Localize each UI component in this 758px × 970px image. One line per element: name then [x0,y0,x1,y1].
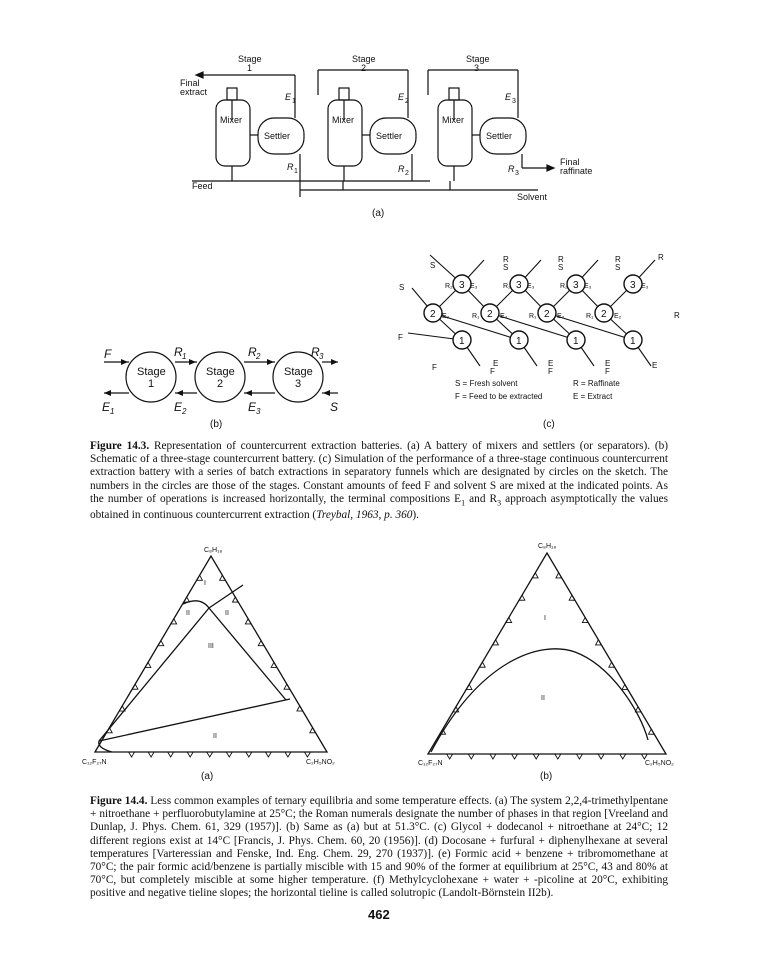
extract-e3: E [248,400,257,414]
panel-label-c: (c) [543,419,555,430]
solvent-label: Solvent [517,192,548,202]
legend-fresh-solvent: S = Fresh solvent [455,379,518,388]
panel-label-b: (b) [210,419,223,430]
extract-e2: E [174,400,183,414]
r-label-2: R [398,164,405,174]
edge-tick-mark [447,754,453,759]
mixer-label-2: Mixer [332,115,354,125]
edge-tick-mark [187,752,193,757]
edge-tick-mark [148,752,154,757]
legend-feed: F = Feed to be extracted [455,392,543,401]
feed-symbol: F [104,347,112,361]
solvent-symbol: S [330,400,339,414]
raffinate-r3-sub: 3 [319,352,324,361]
page-number: 462 [368,907,390,922]
funnel-node [624,331,642,349]
e-label-3: E [505,92,512,102]
svg-text:3: 3 [573,280,579,291]
funnel-node [424,304,442,322]
stage-circle-2-num: 2 [217,378,224,390]
stream-label: R₂ [503,283,511,290]
region-I: I [204,580,206,587]
raffinate-r1: R [174,345,183,359]
fig14-4a-ternary-diagram [80,535,350,785]
stream-label: F [398,333,403,342]
extract-e3-sub: 3 [256,407,261,416]
raffinate-r1-sub: 1 [182,352,187,361]
funnel-node [453,331,471,349]
stream-label: F [432,363,437,372]
extract-e1: E [102,400,111,414]
edge-tick-mark [207,752,213,757]
stream-label: S [558,263,564,272]
settler-label-1: Settler [264,131,291,141]
stream-label: S [399,283,405,292]
caption-label-14-3: Figure 14.3. [90,440,150,452]
svg-text:1: 1 [516,336,522,347]
funnel-node [567,275,585,293]
stream-label: R [503,255,509,264]
stream-label: R₁ [586,313,594,320]
raffinate-r3: R [311,345,320,359]
stage-circle-1-num: 1 [148,378,155,390]
figure-14-4-caption [90,795,668,901]
caption-text-14-3: Representation of countercurrent extraction batteries. (a) A battery of mixers and settlers (or separators). (b) Schematic of a three-stage countercurrent battery. (c) Simulation of the performance of a three-stage continuous countercurrent extraction battery with a series of batch extractions in separatory funnels which are designated by circles on the sketch. The numbers in the circles are those of the stages. Constant amounts of feed F and solvent S are mixed at the indicated points. As the number of operations is increased horizontally, the terminal compositions E [90,440,669,505]
stream-label: E₃ [641,283,649,290]
mixer-label-1: Mixer [220,115,242,125]
final-extract-label: Final [180,78,200,88]
stream-label: E₂ [442,313,450,320]
caption-label-14-4: Figure 14.4. [90,795,148,807]
e-sub-1: 1 [292,98,296,105]
r-sub-3: 3 [515,170,519,177]
stream-label: E [652,361,658,370]
stream-label: R₂ [560,283,568,290]
caption-text-14-3b: and R [465,492,498,505]
stream-label: R [674,311,680,320]
figure-14-3-caption [90,440,668,522]
e-label-2: E [398,92,405,102]
funnel-node [538,304,556,322]
caption-sub-r3: 3 [497,498,502,508]
fig14-3c-funnel-simulation [390,240,690,435]
stream-label: R [558,255,564,264]
edge-tick-mark [246,752,252,757]
panel-label-4b: (b) [540,771,553,782]
edge-tick-mark [304,752,310,757]
edge-tick-mark [129,752,135,757]
vertex-left-label: C₁₂F₂₇N [418,760,443,767]
legend-extract: E = Extract [573,392,613,401]
funnel-node [567,331,585,349]
e-sub-2: 2 [405,98,409,105]
stage-label-3: Stage [466,54,490,64]
r-sub-1: 1 [294,168,298,175]
caption-text-14-3c: approach asymptotically the values obtained in continuous countercurrent extraction ( [90,492,668,522]
stream-label: E [493,359,499,368]
caption-text-14-4: Less common examples of ternary equilibria and some temperature effects. (a) The system 2,2,4-trimethylpentane + nitroethane + perfluorobutylamine at 25°C; the Roman numerals designate the number of phases in that region [Vreeland and Dunlap, J. Phys. Chem. 61, 329 (1957)]. (b) Same as (a) but at 51.3°C. (c) Glycol + dodecanol + nitroethane at 24°C; 12 different regions exist at 14°C [Francis, J. Phys. Chem. 60, 20 (1956)]. (d) Docosane + furfural + diphenylhexane at several temperatures [Varteressian and Fenske, Ind. Eng. Chem. 29, 270 (1937)]. (e) Formic acid + benzene + tribromomethane at 70°C; the pair formic acid/benzene is partially miscible with 15 and 90% of the former at equilibrium at 25°C, 43 and 80% at 70°C, but completely miscible at some higher temperature. (f) Methylcyclohexane + water + -picoline at 20°C, exhibiting positive and negative tieline slopes; the horizontal tieline is called solutropic (Landolt-Börnstein II2b). [90,795,668,900]
edge-tick-mark [226,752,232,757]
edge-tick-mark [265,752,271,757]
raffinate-r2: R [248,345,257,359]
caption-cite-14-3: Treybal, 1963, p. 360 [316,509,413,522]
edge-tick-mark [285,752,291,757]
vertex-right-label: C₂H₅NO₂ [645,760,674,767]
region-II: II [541,695,545,702]
panel-label-a: (a) [372,208,385,219]
edge-tick-mark [468,754,474,759]
stage-num-3: 3 [474,63,480,73]
stream-label: R₂ [445,283,453,290]
final-extract-label-2: extract [180,87,208,97]
stream-label: R₁ [472,313,480,320]
funnel-node [595,304,613,322]
stage-circle-3-num: 3 [295,378,302,390]
edge-tick-mark [490,754,496,759]
stream-label: R [658,253,664,262]
fig14-3b-stage-schematic [0,330,360,440]
caption-sub-e1: 1 [461,498,466,508]
stage-circle-1: Stage [137,366,166,378]
stream-label: E₂ [557,313,565,320]
e-sub-3: 3 [512,98,516,105]
raffinate-r2-sub: 2 [256,352,261,361]
stream-label: E₃ [470,283,478,290]
vertex-top-label: C₈H₁₈ [204,547,223,554]
extract-e2-sub: 2 [182,407,187,416]
svg-text:1: 1 [459,336,465,347]
region-III: III [208,643,214,650]
stage-label-2: Stage [352,54,376,64]
stage-label-1: Stage [238,54,262,64]
panel-label-4a: (a) [201,771,214,782]
stream-label: E₂ [614,313,622,320]
stream-label: S [430,261,436,270]
region-II-right: II [225,610,229,617]
feed-label: Feed [192,181,213,191]
svg-text:2: 2 [601,309,607,320]
mixer-label-3: Mixer [442,115,464,125]
stream-label: E₃ [527,283,535,290]
e-label-1: E [285,92,292,102]
funnel-node [624,275,642,293]
stage-circle-3: Stage [284,366,313,378]
svg-text:2: 2 [544,309,550,320]
stream-label: F [605,367,610,376]
stream-label: E [548,359,554,368]
stream-label: E₂ [500,313,508,320]
stream-label: E [605,359,611,368]
funnel-node [481,304,499,322]
settler-label-2: Settler [376,131,403,141]
r-sub-2: 2 [405,170,409,177]
vertex-left-label: C₁₂F₂₇N [82,759,107,766]
edge-tick-mark [533,754,539,759]
r-label-1: R [287,162,294,172]
region-II-bottom: II [213,733,217,740]
caption-end-14-3: ). [412,509,420,522]
svg-text:3: 3 [459,280,465,291]
svg-text:3: 3 [516,280,522,291]
edge-tick-mark [576,754,582,759]
stream-label: S [615,263,621,272]
svg-text:1: 1 [573,336,579,347]
funnel-node [510,331,528,349]
stage-num-2: 2 [361,63,367,73]
stream-label: F [548,367,553,376]
settler-label-3: Settler [486,131,513,141]
edge-tick-mark [620,754,626,759]
stream-label: E₃ [584,283,592,290]
region-I: I [544,615,546,622]
stage-circle-2: Stage [206,366,235,378]
final-raffinate-label: Final [560,157,580,167]
legend-raffinate: R = Raffinate [573,379,620,388]
stream-label: R [615,255,621,264]
stream-label: F [490,367,495,376]
r-label-3: R [508,164,515,174]
vertex-top-label: C₈H₁₈ [538,543,557,550]
stream-label: R₁ [529,313,537,320]
funnel-node [510,275,528,293]
stream-label: S [503,263,509,272]
edge-tick-mark [598,754,604,759]
svg-text:1: 1 [630,336,636,347]
svg-text:3: 3 [630,280,636,291]
extract-e1-sub: 1 [110,407,115,416]
fig14-3a-mixer-settler-battery [0,0,758,230]
svg-text:2: 2 [430,309,436,320]
edge-tick-mark [641,754,647,759]
edge-tick-mark [168,752,174,757]
final-raffinate-label-2: raffinate [560,166,593,176]
region-II-left: II [186,610,190,617]
edge-tick-mark [512,754,518,759]
stage-num-1: 1 [247,63,253,73]
edge-tick-mark [555,754,561,759]
vertex-right-label: C₂H₅NO₂ [306,759,335,766]
fig14-4b-ternary-diagram [410,535,690,785]
funnel-node [453,275,471,293]
svg-text:2: 2 [487,309,493,320]
